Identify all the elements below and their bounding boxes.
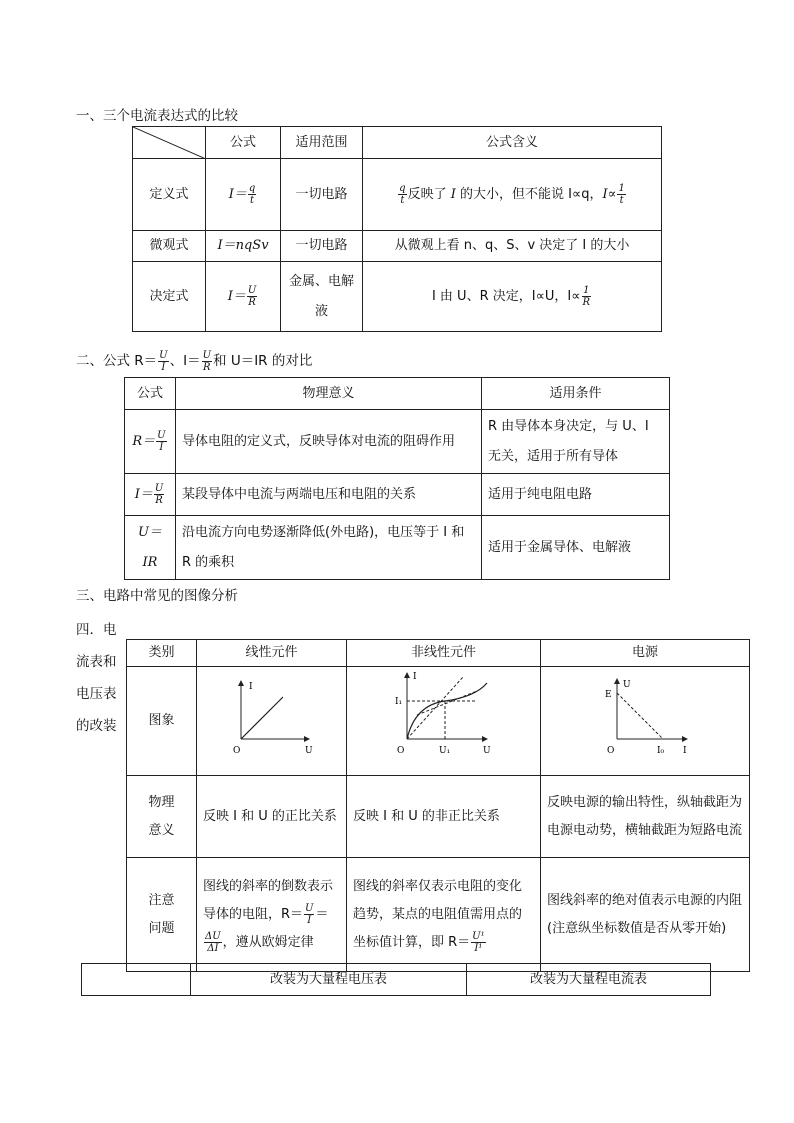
current-expressions-table (132, 126, 662, 332)
meaning-linear: 反映 I 和 U 的正比关系 (197, 776, 347, 858)
svg-text:I₁: I₁ (395, 697, 403, 707)
meaning-determine: I 由 U、R 决定，I∝U，I∝ $\frac{1}{R}$ (363, 262, 662, 332)
axis-label-i: I (249, 682, 253, 692)
linear-graph-cell (197, 667, 347, 776)
scope-micro: 一切电路 (281, 231, 363, 262)
formula-r-def: R＝ $\frac{U}{I}$ (125, 410, 176, 474)
header-nonlinear: 非线性元件 (347, 640, 541, 667)
svg-text:I₀: I₀ (657, 746, 665, 756)
note-linear: 图线的斜率的倒数表示导体的电阻，R＝ $\frac{U}{I}$ ＝ $\frac{\Delta U}{\Delta I}$ ，遵从欧姆定律 (197, 858, 347, 972)
svg-text:I: I (683, 746, 687, 756)
row-label-meaning: 物理意义 (127, 776, 197, 858)
note-source: 图线斜率的绝对值表示电源的内阻(注意纵坐标数值是否从零开始) (541, 858, 750, 972)
condition-u-ir: 适用于金属导体、电解液 (482, 516, 670, 580)
meaning-definition: $\frac{q}{t}$ 反映了 I 的大小，但不能说 I∝q，I∝ $\frac{1}{t}$ (363, 159, 662, 231)
formula-determine: I＝ $\frac{U}{R}$ (206, 262, 281, 332)
meaning-micro: 从微观上看 n、q、S、v 决定了 I 的大小 (363, 231, 662, 262)
meaning-u-ir: 沿电流方向电势逐渐降低(外电路)，电压等于 I 和 R 的乘积 (176, 516, 482, 580)
meter-conversion-table (81, 963, 711, 996)
meaning-source: 反映电源的输出特性，纵轴截距为电源电动势，横轴截距为短路电流 (541, 776, 750, 858)
formula-u-ir: U＝IR (125, 516, 176, 580)
source-graph (541, 667, 751, 765)
source-graph-cell (541, 667, 750, 776)
condition-r-def: R 由导体本身决定，与 U、I 无关，适用于所有导体 (482, 410, 670, 474)
section4-heading: 四．电流表和电压表的改装 (76, 622, 117, 734)
header-meaning: 公式含义 (363, 127, 662, 159)
formula-ohm: I＝ $\frac{U}{R}$ (125, 474, 176, 516)
scope-definition: 一切电路 (281, 159, 363, 231)
svg-text:U: U (623, 680, 631, 690)
nonlinear-graph-cell (347, 667, 541, 776)
meaning-ohm: 某段导体中电流与两端电压和电阻的关系 (176, 474, 482, 516)
axis-label-u: U (305, 746, 313, 756)
header-scope: 适用范围 (281, 127, 363, 159)
graph-analysis-table (126, 639, 750, 972)
resistance-formula-table (124, 377, 670, 580)
scope-determine: 金属、电解液 (281, 262, 363, 332)
row-label-note: 注意问题 (127, 858, 197, 972)
section3-heading: 三、电路中常见的图像分析 (76, 588, 238, 604)
condition-ohm: 适用于纯电阻电路 (482, 474, 670, 516)
section1-heading: 一、三个电流表达式的比较 (76, 108, 238, 124)
origin-label: O (233, 746, 241, 756)
svg-text:I: I (413, 672, 417, 682)
diagonal-header-cell (133, 127, 206, 159)
linear-graph (197, 667, 347, 765)
svg-text:O: O (397, 746, 405, 756)
svg-text:O: O (607, 746, 615, 756)
note-nonlinear: 图线的斜率仅表示电阻的变化趋势，某点的电阻值需用点的坐标值计算，即 R＝ $\frac{\text{U¹}}{\text{I¹}}$ (347, 858, 541, 972)
nonlinear-graph (347, 667, 541, 765)
meaning-nonlinear: 反映 I 和 U 的非正比关系 (347, 776, 541, 858)
header-formula: 公式 (206, 127, 281, 159)
row-label-determine: 决定式 (133, 262, 206, 332)
section2-heading: 二、公式 R＝ $\frac{U}{I}$ 、I＝ $\frac{U}{R}$ 和 U＝IR 的对比 (76, 349, 313, 373)
row-label-definition: 定义式 (133, 159, 206, 231)
svg-text:U: U (483, 746, 491, 756)
header-physical-meaning: 物理意义 (176, 378, 482, 410)
row-label-micro: 微观式 (133, 231, 206, 262)
header-linear: 线性元件 (197, 640, 347, 667)
svg-text:E: E (605, 690, 612, 700)
header-source: 电源 (541, 640, 750, 667)
header-voltmeter: 改装为大量程电压表 (191, 964, 467, 996)
header-formula: 公式 (125, 378, 176, 410)
header-condition: 适用条件 (482, 378, 670, 410)
formula-micro: I＝nqSv (206, 231, 281, 262)
row-label-graph: 图象 (127, 667, 197, 776)
formula-definition: I＝ $\frac{q}{t}$ (206, 159, 281, 231)
meaning-r-def: 导体电阻的定义式，反映导体对电流的阻碍作用 (176, 410, 482, 474)
header-category: 类别 (127, 640, 197, 667)
header-empty (82, 964, 191, 996)
svg-text:U₁: U₁ (439, 746, 451, 756)
header-ammeter: 改装为大量程电流表 (467, 964, 711, 996)
